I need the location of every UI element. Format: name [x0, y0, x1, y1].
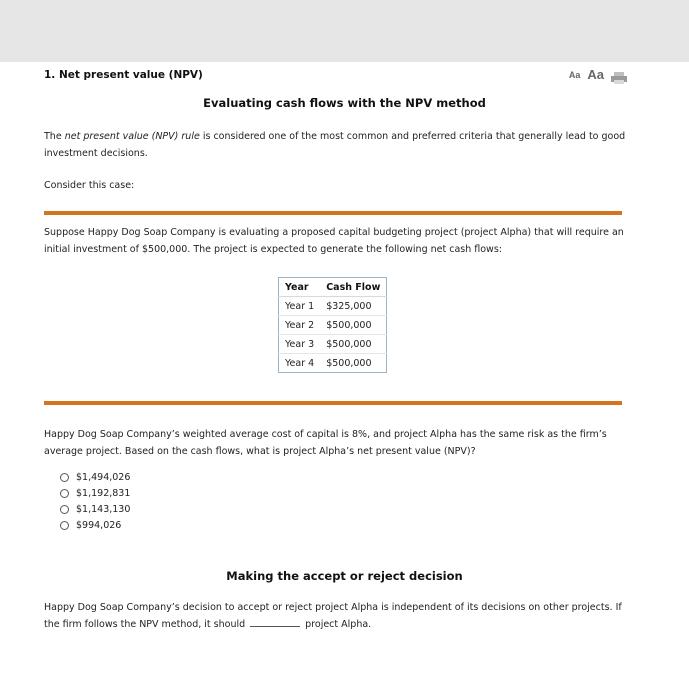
intro-suffix: is considered one of the most common and preferred criteria that generally lead to good investment decisions.: [44, 131, 626, 159]
decision-text-suffix: project Alpha.: [305, 619, 372, 630]
radio-button[interactable]: [60, 505, 69, 514]
divider-rule: [44, 211, 622, 215]
case-paragraph: Suppose Happy Dog Soap Company is evaluating a proposed capital budgeting project (project Alpha) that will require an initial investment of $500,000. The project is expected to generate the following net cash flows:: [44, 227, 624, 255]
cash-flow-cell: $325,000: [320, 297, 387, 316]
toolbar: [569, 67, 627, 82]
intro-emphasis: net present value (NPV) rule: [64, 131, 200, 142]
column-header-year: Year: [279, 278, 321, 297]
year-cell: Year 1: [279, 297, 321, 316]
section-heading-decision: Making the accept or reject decision: [226, 569, 463, 583]
radio-button[interactable]: [60, 489, 69, 498]
table-row: [279, 335, 387, 354]
question-title: 1. Net present value (NPV): [44, 69, 203, 81]
printer-icon[interactable]: [611, 69, 627, 81]
divider-rule: [44, 401, 622, 405]
radio-button[interactable]: [60, 473, 69, 482]
increase-text-size-button[interactable]: Aa: [587, 67, 604, 82]
answer-options: [60, 469, 130, 533]
question-panel: [0, 62, 689, 700]
cash-flow-cell: $500,000: [320, 316, 387, 335]
cash-flow-cell: $500,000: [320, 335, 387, 354]
table-header-row: [279, 278, 387, 297]
intro-paragraph: [44, 128, 634, 162]
year-cell: Year 3: [279, 335, 321, 354]
radio-button[interactable]: [60, 521, 69, 530]
answer-option[interactable]: [60, 469, 130, 485]
option-label: $1,494,026: [76, 471, 131, 483]
section-heading-npv: Evaluating cash flows with the NPV method: [203, 96, 486, 110]
decision-paragraph: [44, 599, 634, 633]
answer-dropdown-blank[interactable]: [250, 625, 300, 627]
decrease-text-size-button[interactable]: Aa: [568, 69, 581, 80]
table-row: [279, 316, 387, 335]
intro-prefix: The: [44, 131, 65, 142]
answer-option[interactable]: [60, 501, 130, 517]
year-cell: Year 4: [285, 357, 315, 369]
option-label: $1,143,130: [76, 503, 131, 515]
table-row: [279, 297, 387, 316]
decision-text-prefix: Happy Dog Soap Company’s decision to accept or reject project Alpha is independent of its decisions on other projects. If the firm follows the NPV method, it should: [44, 602, 622, 630]
cash-flow-cell: $500,000: [326, 357, 372, 369]
year-cell: Year 2: [279, 316, 321, 335]
npv-question-text: Happy Dog Soap Company’s weighted average cost of capital is 8%, and project Alpha has the same risk as the firm’s average project. Based on the cash flows, what is project Alpha’s net present value (NPV)?: [44, 429, 607, 457]
answer-option[interactable]: [60, 485, 130, 501]
option-label: $994,026: [76, 519, 122, 531]
table-row: [279, 354, 387, 373]
cash-flow-table: [278, 277, 387, 373]
answer-option[interactable]: [60, 517, 130, 533]
option-label: $1,192,831: [76, 487, 131, 499]
column-header-cash-flow: Cash Flow: [320, 278, 387, 297]
consider-text: Consider this case:: [44, 180, 135, 191]
